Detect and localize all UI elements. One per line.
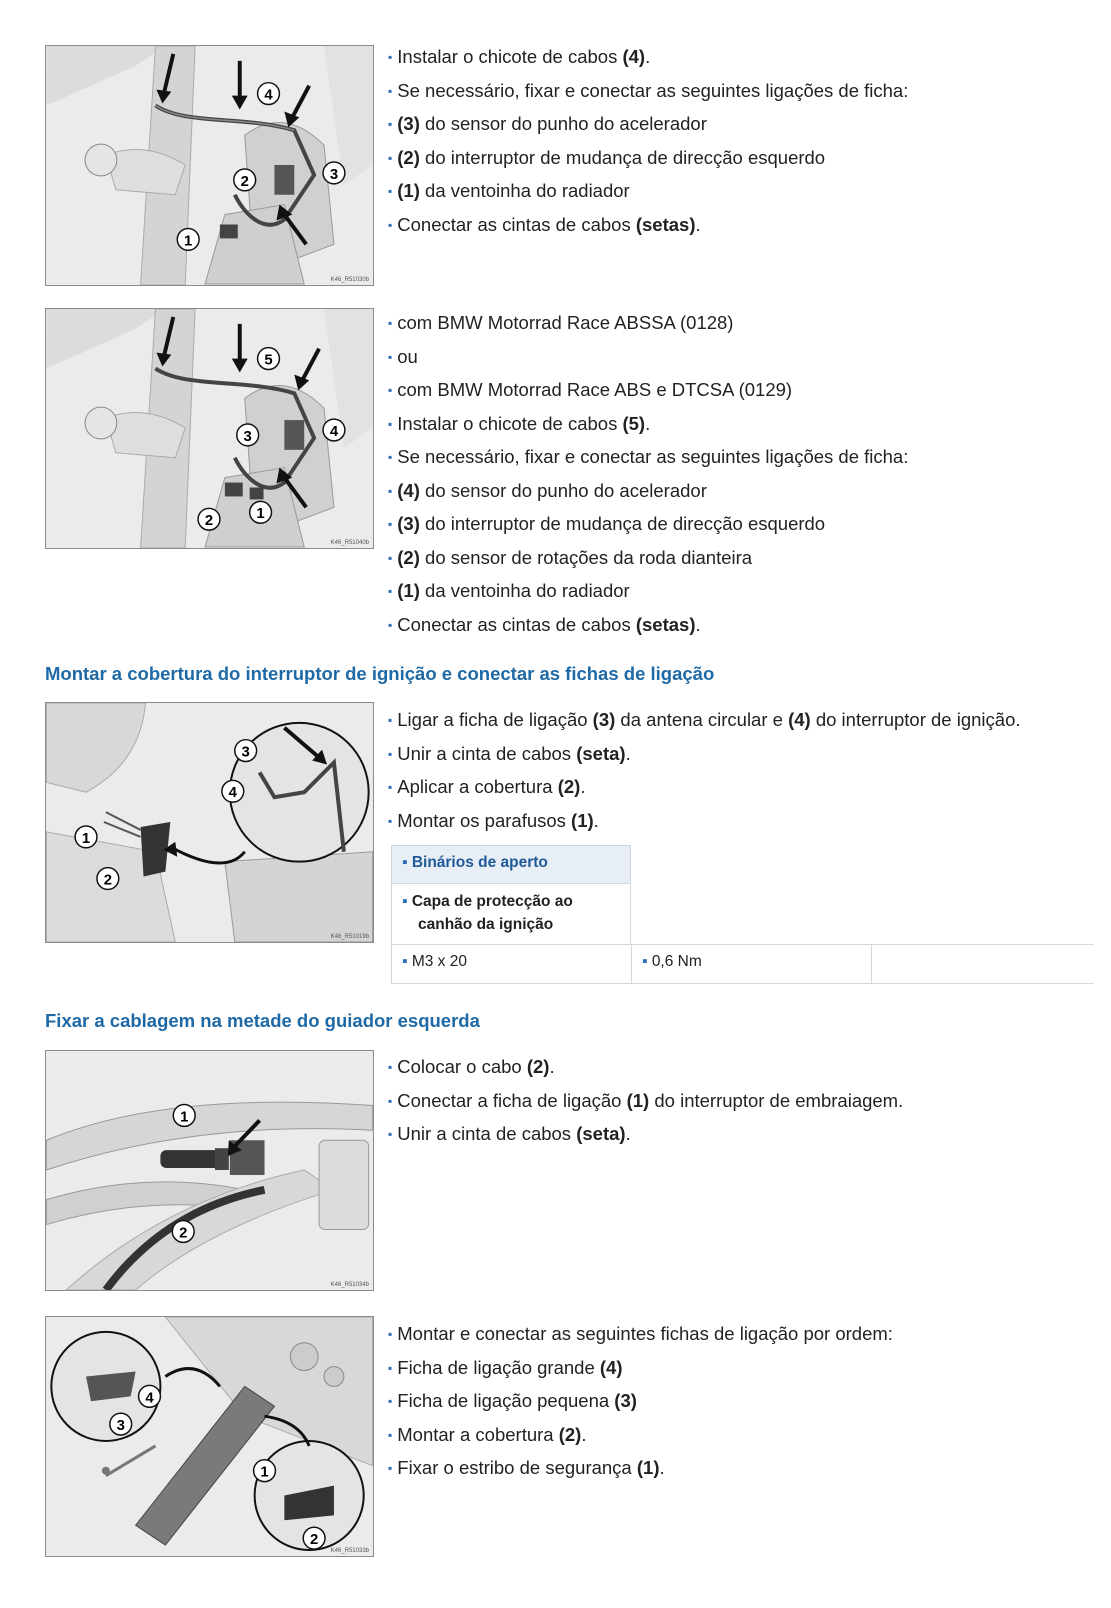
steps-list-3	[388, 708, 1021, 842]
step: ▪ Fixar o estribo de segurança (1).	[388, 1456, 893, 1490]
torque-table-header: ▪ Binários de aperto	[391, 845, 631, 884]
step: ▪ Montar e conectar as seguintes fichas de ligação por ordem:	[388, 1322, 893, 1356]
callout-1: 1	[260, 1464, 269, 1481]
callout-2: 2	[103, 872, 112, 889]
step: ▪ (1) da ventoinha do radiador	[388, 579, 908, 613]
callout-4: 4	[145, 1390, 154, 1407]
figure-code: K46_R51034b	[330, 1282, 369, 1288]
figure-connectors-order	[45, 1316, 374, 1557]
figure-wiring-harness-4	[45, 45, 374, 286]
step: ▪ (3) do interruptor de mudança de direcção esquerdo	[388, 512, 908, 546]
callout-1: 1	[180, 1109, 189, 1126]
connectors-illustration	[46, 1317, 373, 1556]
step: ▪ Aplicar a cobertura (2).	[388, 775, 1021, 809]
step: ▪ Se necessário, fixar e conectar as seguintes ligações de ficha:	[388, 445, 908, 479]
step: ▪ Montar os parafusos (1).	[388, 809, 1021, 843]
callout-1: 1	[81, 830, 91, 847]
step: ▪ Instalar o chicote de cabos (5).	[388, 412, 908, 446]
handlebar-illustration	[46, 1051, 373, 1290]
step: ▪ (3) do sensor do punho do acelerador	[388, 112, 908, 146]
step: ▪ (4) do sensor do punho do acelerador	[388, 479, 908, 513]
wiring-harness-illustration	[46, 309, 373, 548]
figure-code: K46_R51019b	[330, 934, 369, 940]
torque-value: ▪ 0,6 Nm	[631, 944, 871, 984]
callout-1: 1	[256, 506, 265, 523]
step: ▪ Ficha de ligação grande (4)	[388, 1356, 893, 1390]
section-heading: Montar a cobertura do interruptor de ignição e conectar as fichas de ligação	[45, 663, 715, 684]
steps-list-5	[388, 1322, 893, 1490]
figure-ignition-cover	[45, 702, 374, 943]
torque-screw: ▪ M3 x 20	[391, 944, 631, 984]
steps-list-2	[388, 311, 908, 646]
ignition-illustration	[46, 703, 373, 942]
callout-3: 3	[241, 744, 250, 761]
step: ▪ com BMW Motorrad Race ABS e DTCSA (0129)	[388, 378, 908, 412]
callout-3: 3	[329, 166, 339, 183]
callout-4: 4	[228, 785, 237, 802]
callout-3: 3	[243, 428, 252, 445]
step: ▪ (2) do interruptor de mudança de direcção esquerdo	[388, 146, 908, 180]
step: ▪ Unir a cinta de cabos (seta).	[388, 742, 1021, 776]
step: ▪ Colocar o cabo (2).	[388, 1055, 903, 1089]
wiring-harness-illustration	[46, 46, 373, 285]
step: ▪ Conectar as cintas de cabos (setas).	[388, 613, 908, 647]
step: ▪ Ligar a ficha de ligação (3) da antena circular e (4) do interruptor de ignição.	[388, 708, 1021, 742]
step: ▪ com BMW Motorrad Race ABSSA (0128)	[388, 311, 908, 345]
step: ▪ ou	[388, 345, 908, 379]
callout-2: 2	[179, 1225, 188, 1242]
torque-empty-cell	[871, 944, 1094, 984]
step: ▪ Unir a cinta de cabos (seta).	[388, 1122, 903, 1156]
step: ▪ Conectar as cintas de cabos (setas).	[388, 213, 908, 247]
step: ▪ Se necessário, fixar e conectar as seguintes ligações de ficha:	[388, 79, 908, 113]
figure-code: K46_R51030b	[330, 277, 369, 283]
callout-3: 3	[116, 1418, 125, 1435]
figure-wiring-harness-5	[45, 308, 374, 549]
torque-table-item: ▪ Capa de protecção ao canhão da ignição	[391, 883, 631, 945]
callout-2: 2	[309, 1532, 319, 1549]
callout-2: 2	[204, 513, 214, 530]
step: ▪ Ficha de ligação pequena (3)	[388, 1389, 893, 1423]
section-heading: Fixar a cablagem na metade do guiador esquerda	[45, 1010, 480, 1031]
steps-list-4	[388, 1055, 903, 1156]
callout-1: 1	[184, 233, 193, 250]
callout-4: 4	[329, 423, 339, 440]
figure-code: K46_R51033b	[330, 1548, 369, 1554]
steps-list-1	[388, 45, 908, 246]
callout-2: 2	[240, 173, 249, 190]
step: ▪ (2) do sensor de rotações da roda dianteira	[388, 546, 908, 580]
step: ▪ Conectar a ficha de ligação (1) do interruptor de embraiagem.	[388, 1089, 903, 1123]
callout-4: 4	[264, 87, 273, 104]
step: ▪ (1) da ventoinha do radiador	[388, 179, 908, 213]
callout-5: 5	[264, 352, 273, 369]
step: ▪ Montar a cobertura (2).	[388, 1423, 893, 1457]
figure-code: K46_R51040b	[330, 540, 369, 546]
figure-left-handlebar	[45, 1050, 374, 1291]
step: ▪ Instalar o chicote de cabos (4).	[388, 45, 908, 79]
